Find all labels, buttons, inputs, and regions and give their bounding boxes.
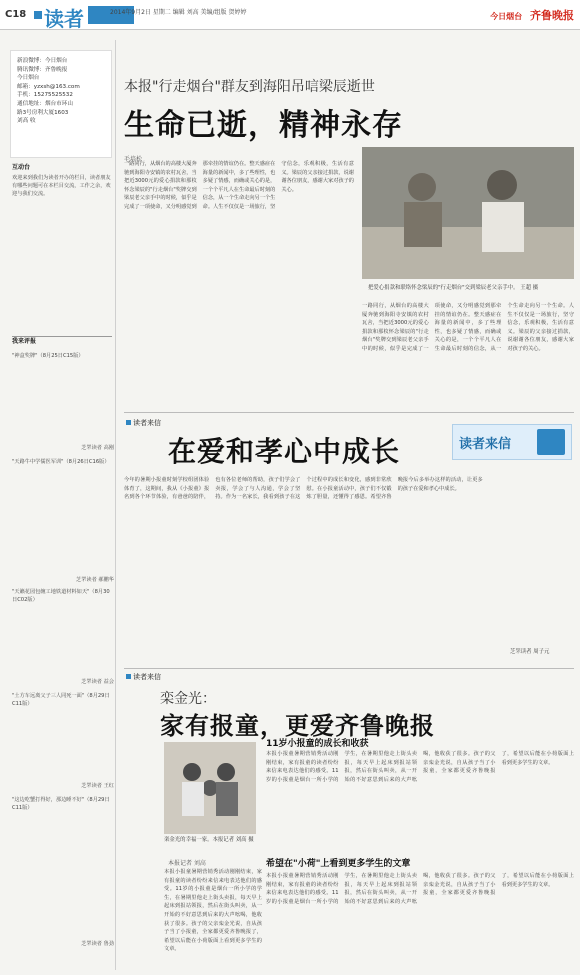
article-2-label xyxy=(126,418,161,428)
divider xyxy=(124,412,574,413)
article-3-body: 本报小报童暑期营销秀活动刚刚结束，家有报童的读者纷纷来信来电表达他们的感受。11岁的小报童是烟台一所小学的学生，在暑期里他走上街头卖报，每天早上起床到报站领报，然后在街头叫卖，从一开始的不好意思到后来的大声吆喝，他收获了很多。孩子的父亲栾金光说，自从孩子当了小报童，全家都更爱齐鲁晚报了，希望以后能在小荷版面上看到更多学生的文章。 xyxy=(266,751,574,783)
contact-box xyxy=(10,50,112,158)
article-3-label xyxy=(126,672,161,682)
stamp-icon xyxy=(537,429,565,455)
feedback-item-author: 芝罘读者 益会 xyxy=(81,679,114,685)
article-3-body-left: 本报小报童暑期营销秀活动刚刚结束，家有报童的读者纷纷来信来电表达他们的感受。11岁的小报童是烟台一所小学的学生，在暑期里他走上街头卖报，每天早上起床到报站领报，然后在街头叫卖，从一开始的不好意思到后来的大声吆喝，他收获了很多。孩子的父亲栾金光说，自从孩子当了小报童，全家都更爱齐鲁晚报了，希望以后能在小荷版面上看到更多学生的文章。 xyxy=(164,869,262,953)
article-3-photo xyxy=(164,742,256,834)
article-2-headline: 在爱和孝心中成长 xyxy=(168,435,401,468)
article-3-subhead-1: 11岁小报童的成长和收获 xyxy=(266,739,369,749)
section-tag xyxy=(34,3,104,31)
article-1-caption: 把爱心捐款和联络怀念梁辰的"行走烟台"交到梁辰老父亲手中。 王超 摄 xyxy=(368,285,539,291)
article-3-byline: 本报记者 刘高 xyxy=(168,860,206,867)
feedback-item-title: "天路牛中学儒医军训"（8月26日C16版） xyxy=(12,459,110,465)
article-3-caption: 栾金光的幸福一家。本报记者 刘高 摄 xyxy=(164,837,254,843)
contact-line: 腾讯微博：齐鲁晚报 xyxy=(17,66,68,73)
contact-line: 路3号房利大厦1603 xyxy=(17,109,69,116)
feedback-item-author: 芝罘读者 鲁劲 xyxy=(81,941,114,947)
article-3-body-2: 本报小报童暑期营销秀活动刚刚结束，家有报童的读者纷纷来信来电表达他们的感受。11岁的小报童是烟台一所小学的学生，在暑期里他走上街头卖报，每天早上起床到报站领报，然后在街头叫卖，从一开始的不好意思到后来的大声吆喝，他收获了很多。孩子的父亲栾金光说，自从孩子当了小报童，全家都更爱齐鲁晚报了，希望以后能在小荷版面上看到更多学生的文章。 xyxy=(266,873,574,905)
article-3-headline: 家有报童，更爱齐鲁晚报 xyxy=(160,712,435,740)
contact-line: 邮箱：yzxsh@163.com xyxy=(17,83,80,90)
article-3-label-text: 读者来信 xyxy=(133,673,161,681)
page-header xyxy=(0,0,580,30)
article-1-byline: 毛培松 xyxy=(124,156,143,163)
contact-line: 今日烟台 xyxy=(17,75,40,82)
label-square-icon xyxy=(126,674,131,679)
feedback-item-author: 芝罘读者 高刚 xyxy=(81,445,114,451)
article-1-headline: 生命已逝，精神永存 xyxy=(124,108,403,143)
reader-badge-label: 读者来信 xyxy=(459,437,512,452)
feedback-item-title: "土方车远离父子三人同死一面"（8月29日C11版） xyxy=(12,693,110,708)
feedback-item-title: "天籁花园包缠工地铁道材料如天"（8月30日C02版） xyxy=(12,589,110,604)
interact-text: 欢迎来到我们为读者开办的栏目，读者朋友有哪些问题可在本栏目交流，工作之余，欢迎与我们交流。 xyxy=(12,175,111,198)
contact-line: 通信地址：烟台市环山 xyxy=(17,100,73,107)
photo-placeholder-icon xyxy=(164,742,256,834)
contact-line: 手机：15275525532 xyxy=(17,92,73,99)
article-1-body-cont: 一路同行，从烟台的高楼大厦奔驰到海阳寺安镇的农村瓦舍，当把近3000元的爱心捐款和那枚怀念梁辰的"行走烟台"奖牌交到梁辰老父亲手中的时候，似乎是完成了一项使命，又分明感觉到那牵挂的情谊仍在。整天感症在海量的新闻中，多了些理性，也多疑了情感，而确或关心的是，一个个平凡人在生命最后时刻的信念，从一个生命走向另一个生命。人生不仅仅是一场旅行，坚守信念，乐观积极，生活有意义。梁辰的父亲接过捐款，说谢谢各位朋友，感谢大家对孩子的关心。 xyxy=(362,303,574,352)
feedback-item-title: "这边吃蟹打得好，那边睡不好"（8月29日C11版） xyxy=(12,797,110,812)
contact-line: 新浪微博：今日烟台 xyxy=(17,58,68,64)
article-2-body: 今年的暑期小报童时刻学校组团体验体育了，这期间，我从《小报童》报名到各个环节体验，有爸爸的陪伴，也有各位老师的帮助，孩子们学会了卖报，学会了与人沟通，学会了坚持。作为一名家长，我看到孩子在这个过程中的成长和变化，感到非常欣慰。在小报童活动中，孩子们不仅锻炼了胆量，还懂得了感恩。希望齐鲁晚报今后多举办这样的活动，让更多的孩子在爱和孝心中成长。 xyxy=(124,477,483,501)
feedback-item-author: 芝罘读者 郝鹏华 xyxy=(76,577,114,583)
reader-letters-badge xyxy=(452,424,572,460)
section-title: 读者 xyxy=(44,7,84,31)
article-1-body: 一路同行，从烟台的高楼大厦奔驰到海阳寺安镇的农村瓦舍，当把近3000元的爱心捐款和那枚怀念梁辰的"行走烟台"奖牌交到梁辰老父亲手中的时候，似乎是完成了一项使命，又分明感觉到那牵挂的情谊仍在。整天感症在海量的新闻中，多了些理性，也多疑了情感，而确或关心的是，一个个平凡人在生命最后时刻的信念，从一个生命走向另一个生命。人生不仅仅是一场旅行，坚守信念，乐观积极，生活有意义。梁辰的父亲接过捐款，说谢谢各位朋友，感谢大家对孩子的关心。 xyxy=(124,161,354,210)
feedback-heading-bar xyxy=(12,336,112,346)
article-3-subhead-2: 希望在"小荷"上看到更多学生的文章 xyxy=(266,859,411,869)
brand-small: 今日烟台 xyxy=(490,12,523,21)
article-2-label-text: 读者来信 xyxy=(133,419,161,427)
article-1-kicker: 本报"行走烟台"群友到海阳吊唁梁辰逝世 xyxy=(124,79,375,95)
feedback-item-title: "神盒奖牌"（8月25日C15版） xyxy=(12,353,84,359)
photo-placeholder-icon xyxy=(362,147,574,279)
page-number: C18 xyxy=(5,9,27,20)
interact-heading: 互动台 xyxy=(12,164,31,171)
article-2-author: 芝罘读者 周子元 xyxy=(510,649,550,655)
contact-line: 刘高 收 xyxy=(17,118,36,125)
left-column xyxy=(4,40,116,970)
article-3-kicker: 栾金光： xyxy=(160,691,216,707)
section-square-icon xyxy=(34,11,42,19)
brand xyxy=(490,7,574,23)
article-1-photo xyxy=(362,147,574,279)
dateline: 2014年9月2日 星期二 编辑 刘高 美编/组版 贺婷婷 xyxy=(110,9,247,16)
feedback-heading: 我来评报 xyxy=(12,338,37,345)
divider xyxy=(124,668,574,669)
brand-name: 齐鲁晚报 xyxy=(530,9,574,22)
feedback-item-author: 芝罘读者 王红 xyxy=(81,783,114,789)
label-square-icon xyxy=(126,420,131,425)
